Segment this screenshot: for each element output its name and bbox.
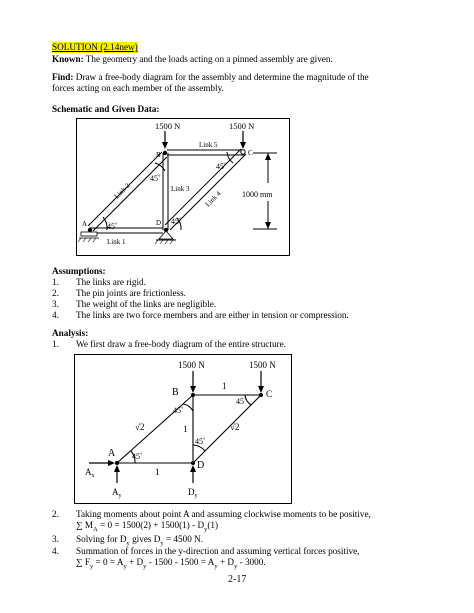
- step3-text: Solving for $D_y$ gives $D_y = 4500$ N.: [76, 534, 204, 547]
- find-label: Find:: [52, 72, 74, 82]
- fbd-load-b-label: 1500 N: [178, 360, 205, 370]
- joint-d-label: D: [156, 219, 162, 227]
- known-label: Known:: [52, 54, 84, 64]
- page-number: 2-17: [228, 574, 247, 585]
- fbd-ay-label: $A_y$: [112, 487, 122, 499]
- solution-title: SOLUTION (2.14new): [52, 42, 138, 52]
- assumptions-heading: Assumptions:: [52, 266, 106, 276]
- step4-equation: ∑ $F_y = 0 = A_y + D_y - 1500 - 1500 = A_y + D_y - 3000$.: [76, 557, 266, 570]
- fbd-dy-head: [190, 465, 196, 472]
- assumption-text: The pin joints are frictionless.: [76, 288, 186, 298]
- fbd-load-c-label: 1500 N: [249, 360, 276, 370]
- fbd-load-c-head: [258, 386, 264, 393]
- step2-text: Taking moments about point A and assuming clockwise moments to be positive,: [76, 509, 371, 519]
- dim-arrow-down: [265, 222, 271, 229]
- step3-number: 3.: [52, 534, 59, 544]
- fbd-joint-b-label: B: [172, 387, 179, 398]
- known-text: The geometry and the loads acting on a pinned assembly are given.: [85, 54, 333, 64]
- assumption-number: 4.: [52, 310, 59, 320]
- angle-b-label: 45˚: [150, 174, 161, 183]
- fbd-ay-head: [114, 465, 120, 472]
- fbd-load-b-head: [190, 386, 196, 393]
- fbd-right-diagonal-length: √2: [230, 422, 240, 432]
- pin-a: [88, 228, 92, 232]
- pin-b: [163, 151, 167, 155]
- fbd-pin-a: [115, 461, 119, 465]
- angle-a-label: 45˚: [107, 222, 118, 231]
- fbd-left-diagonal-length: √2: [135, 422, 145, 432]
- fbd-angle-b-arc: [183, 404, 193, 411]
- link2-label: Link 2: [112, 181, 132, 201]
- known-line: [52, 54, 333, 65]
- load-b-arrow-head: [162, 142, 168, 149]
- free-body-diagram: [74, 354, 292, 504]
- height-label: 1000 mm: [242, 190, 273, 199]
- assumption-text: The links are rigid.: [76, 277, 146, 287]
- fbd-bottom-length: 1: [155, 467, 160, 477]
- fbd-angle-c-label: 45˚: [236, 397, 247, 406]
- find-line: [52, 72, 369, 83]
- joint-c-label: C: [248, 149, 253, 157]
- analysis-step1-number: 1.: [52, 339, 59, 349]
- find-text-1: Draw a free-body diagram for the assembly and determine the magnitude of the: [75, 72, 369, 82]
- fbd-angle-b-label: 45˚: [173, 406, 184, 415]
- load-c-arrow-head: [240, 142, 246, 149]
- fbd-pin-d: [191, 461, 195, 465]
- fbd-ax-head: [108, 460, 115, 466]
- analysis-step1-text: We first draw a free-body diagram of the entire structure.: [76, 339, 286, 349]
- find-text-2: forces acting on each member of the assembly.: [52, 83, 224, 93]
- fbd-pin-c: [259, 393, 263, 397]
- link1-label: Link 1: [107, 238, 126, 246]
- fbd-top-length: 1: [222, 381, 227, 391]
- step4-text: Summation of forces in the y-direction and assuming vertical forces positive,: [76, 546, 360, 556]
- fbd-svg: [75, 355, 291, 503]
- assumption-number: 1.: [52, 277, 59, 287]
- angle-c-label: 45˚: [216, 162, 227, 171]
- schematic-svg: [77, 119, 289, 255]
- step2-number: 2.: [52, 509, 59, 519]
- joint-b-label: B: [156, 151, 161, 159]
- fbd-vertical-length: 1: [183, 424, 188, 434]
- fbd-angle-d-label: 45˚: [195, 437, 206, 446]
- fbd-joint-a-label: A: [108, 448, 116, 459]
- assumption-text: The links are two force members and are either in tension or compression.: [76, 310, 349, 320]
- schematic-figure: [76, 118, 290, 256]
- fbd-ax-label: $A_x$: [85, 467, 95, 479]
- link3-label: Link 3: [171, 185, 190, 193]
- fbd-pin-b: [191, 393, 195, 397]
- load-c-label: 1500 N: [229, 121, 255, 131]
- dim-arrow-up: [265, 153, 271, 160]
- link5-label: Link 5: [199, 141, 218, 149]
- fbd-joint-d-label: D: [197, 460, 205, 471]
- analysis-heading: Analysis:: [52, 328, 89, 338]
- fbd-dy-label: $D_y$: [188, 487, 198, 499]
- joint-a-label: A: [82, 220, 88, 228]
- schematic-heading: Schematic and Given Data:: [52, 104, 160, 114]
- assumption-number: 2.: [52, 288, 59, 298]
- support-a: [78, 232, 99, 242]
- assumption-number: 3.: [52, 299, 59, 309]
- load-b-label: 1500 N: [155, 121, 181, 131]
- pin-c: [241, 150, 245, 154]
- angle-d-label: 45˚: [171, 217, 182, 226]
- link4-label: Link 4: [203, 189, 223, 209]
- assumption-text: The weight of the links are negligible.: [76, 299, 217, 309]
- fbd-joint-c-label: C: [266, 389, 273, 399]
- step4-number: 4.: [52, 546, 59, 556]
- fbd-angle-a-label: 45˚: [132, 452, 143, 461]
- step2-equation: ∑ $M_A = 0 = 1500(2) + 1500(1) - D_y(1)$: [76, 520, 219, 533]
